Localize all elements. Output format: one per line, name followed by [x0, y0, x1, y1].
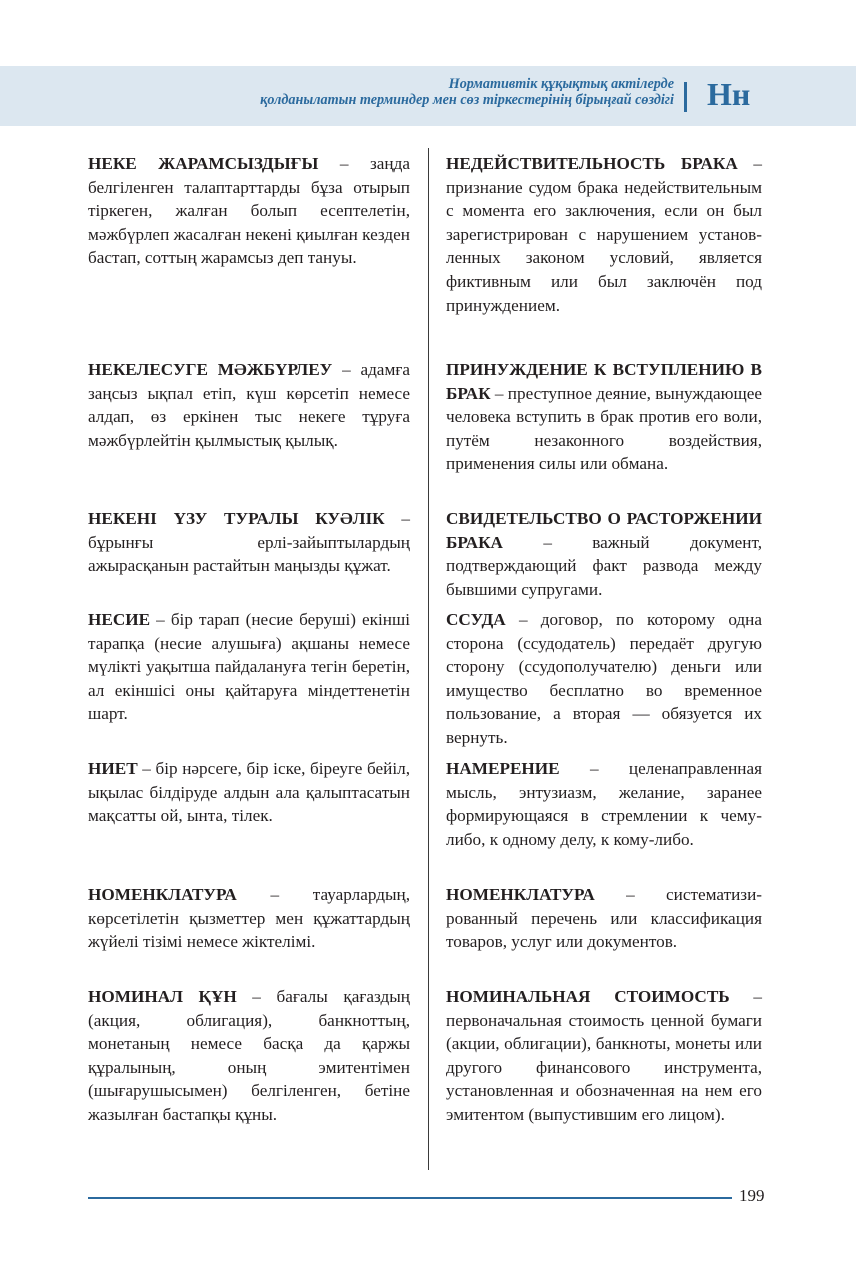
entry-term: ССУДА: [446, 610, 506, 629]
entry-term: НОМИНАЛЬНАЯ СТОИМОСТЬ: [446, 987, 730, 1006]
entry-term: НОМИНАЛ ҚҰН: [88, 987, 237, 1006]
entry-kz: [88, 608, 410, 726]
entry-kz: [88, 757, 410, 828]
entry-definition: – преступное деяние, вынуждающее человека вступить в брак против его воли, путём незаконного воздействия, применения силы или обмана.: [446, 383, 762, 474]
entry-term: НЕДЕЙСТВИТЕЛЬНОСТЬ БРАКА: [446, 154, 738, 173]
entry-term: НИЕТ: [88, 759, 138, 778]
page-number: 199: [739, 1186, 765, 1205]
header-separator: [684, 82, 687, 112]
entry-definition: – бағалы қағаздың (акция, облигация), банкноттың, монетаның немесе басқа да қаржы құралының, оның эмитентімен (шығарушысымен) белгіленген, бетіне жазылған бастапқы құны.: [88, 987, 410, 1124]
entry-kz: [88, 358, 410, 452]
entry-ru: [446, 358, 762, 476]
entry-definition: – бір тарап (несие беруші) екінші тарапқа (несие алушыға) ақшаны немесе мүлікті уақытша пайдалануға тегін беретін, ал екіншісі оны қайтаруға міндеттенетін шарт.: [88, 610, 410, 724]
entry-definition: – бір нәрсеге, бір іске, біреуге бейіл, ықылас білдіруде алдын ала қалыптасатын мақсатты ой, ынта, тілек.: [88, 759, 410, 826]
column-divider: [428, 148, 429, 1170]
entry-ru: [446, 507, 762, 601]
entry-definition: – договор, по которому одна сторона (ссудодатель) передаёт другую сторону (ссудополучателю) деньги или имущество бесплатно во временное пользование, а вторая — обязуется их вернуть.: [446, 610, 762, 747]
dictionary-title-line-1: Нормативтік құқықтық актілерде: [448, 76, 674, 92]
entry-definition: – важный документ, подтверждающий факт развода между бывшими супругами.: [446, 532, 762, 599]
entry-term: НАМЕРЕНИЕ: [446, 759, 560, 778]
entry-kz: [88, 152, 410, 270]
entry-term: НЕКЕНІ ҮЗУ ТУРАЛЫ КУӘЛІК: [88, 509, 385, 528]
entry-definition: – первоначальная стоимость ценной бумаги (акции, облигации), банкноты, монеты или другого финансового инструмента, установленная и обозначенная на нем его эмитентом (выпустившим его лицом).: [446, 987, 762, 1124]
entry-definition: – систематизированный перечень или классификация товаров, услуг или документов.: [446, 885, 762, 952]
footer-rule: [88, 1197, 732, 1199]
entry-term: СВИДЕТЕЛЬСТВО О РАСТОРЖЕНИИ БРАКА: [446, 509, 762, 552]
entry-kz: [88, 507, 410, 578]
section-letters: Нн: [707, 76, 751, 112]
entry-ru: [446, 985, 762, 1127]
entry-definition: – бұрынғы ерлі-зайыптылардың ажырасқанын растайтын маңызды құжат.: [88, 509, 410, 576]
entry-definition: – адамға заңсыз ықпал етіп, күш көрсетіп немесе алдап, өз еркінен тыс некеге тұруға мәжбүрлейтін қылмыстық қылық.: [88, 360, 410, 450]
entry-kz: [88, 883, 410, 954]
entry-ru: [446, 152, 762, 317]
entry-term: ПРИНУЖДЕНИЕ К ВСТУПЛЕНИЮ В БРАК: [446, 360, 762, 403]
entry-kz: [88, 985, 410, 1127]
entry-term: НЕКЕ ЖАРАМСЫЗДЫҒЫ: [88, 154, 319, 173]
dictionary-title: [260, 76, 674, 108]
entry-term: НОМЕНКЛАТУРА: [446, 885, 595, 904]
entry-ru: [446, 757, 762, 851]
entry-definition: – заңда белгіленген талаптарттарды бұза отырып тіркеген, жалған болып есептелетін, мәжбүрлеп жасалған некені қиылған кезден бастап, соттың жарамсыз деп тануы.: [88, 154, 410, 268]
entry-term: НЕСИЕ: [88, 610, 151, 629]
entry-definition: – целенаправленная мысль, энтузиазм, желание, заранее формирующаяся в стремлении к чему-либо, к одному делу, к кому-либо.: [446, 759, 762, 849]
entry-ru: [446, 608, 762, 750]
entry-definition: – тауарлардың, көрсетілетін қызметтер мен құжаттардың жүйелі тізімі немесе жіктелімі.: [88, 885, 410, 952]
entry-definition: – признание судом брака недействительным с момента его заключения, если он был зарегистрирован с нарушением установленных законом условий, является фиктивным или был заключён под принуждением.: [446, 154, 762, 315]
dictionary-title-line-2: қолданылатын терминдер мен сөз тіркестерінің бірыңғай сөздігі: [260, 92, 674, 108]
entry-term: НОМЕНКЛАТУРА: [88, 885, 237, 904]
entry-ru: [446, 883, 762, 954]
entry-term: НЕКЕЛЕСУГЕ МӘЖБҮРЛЕУ: [88, 360, 333, 379]
